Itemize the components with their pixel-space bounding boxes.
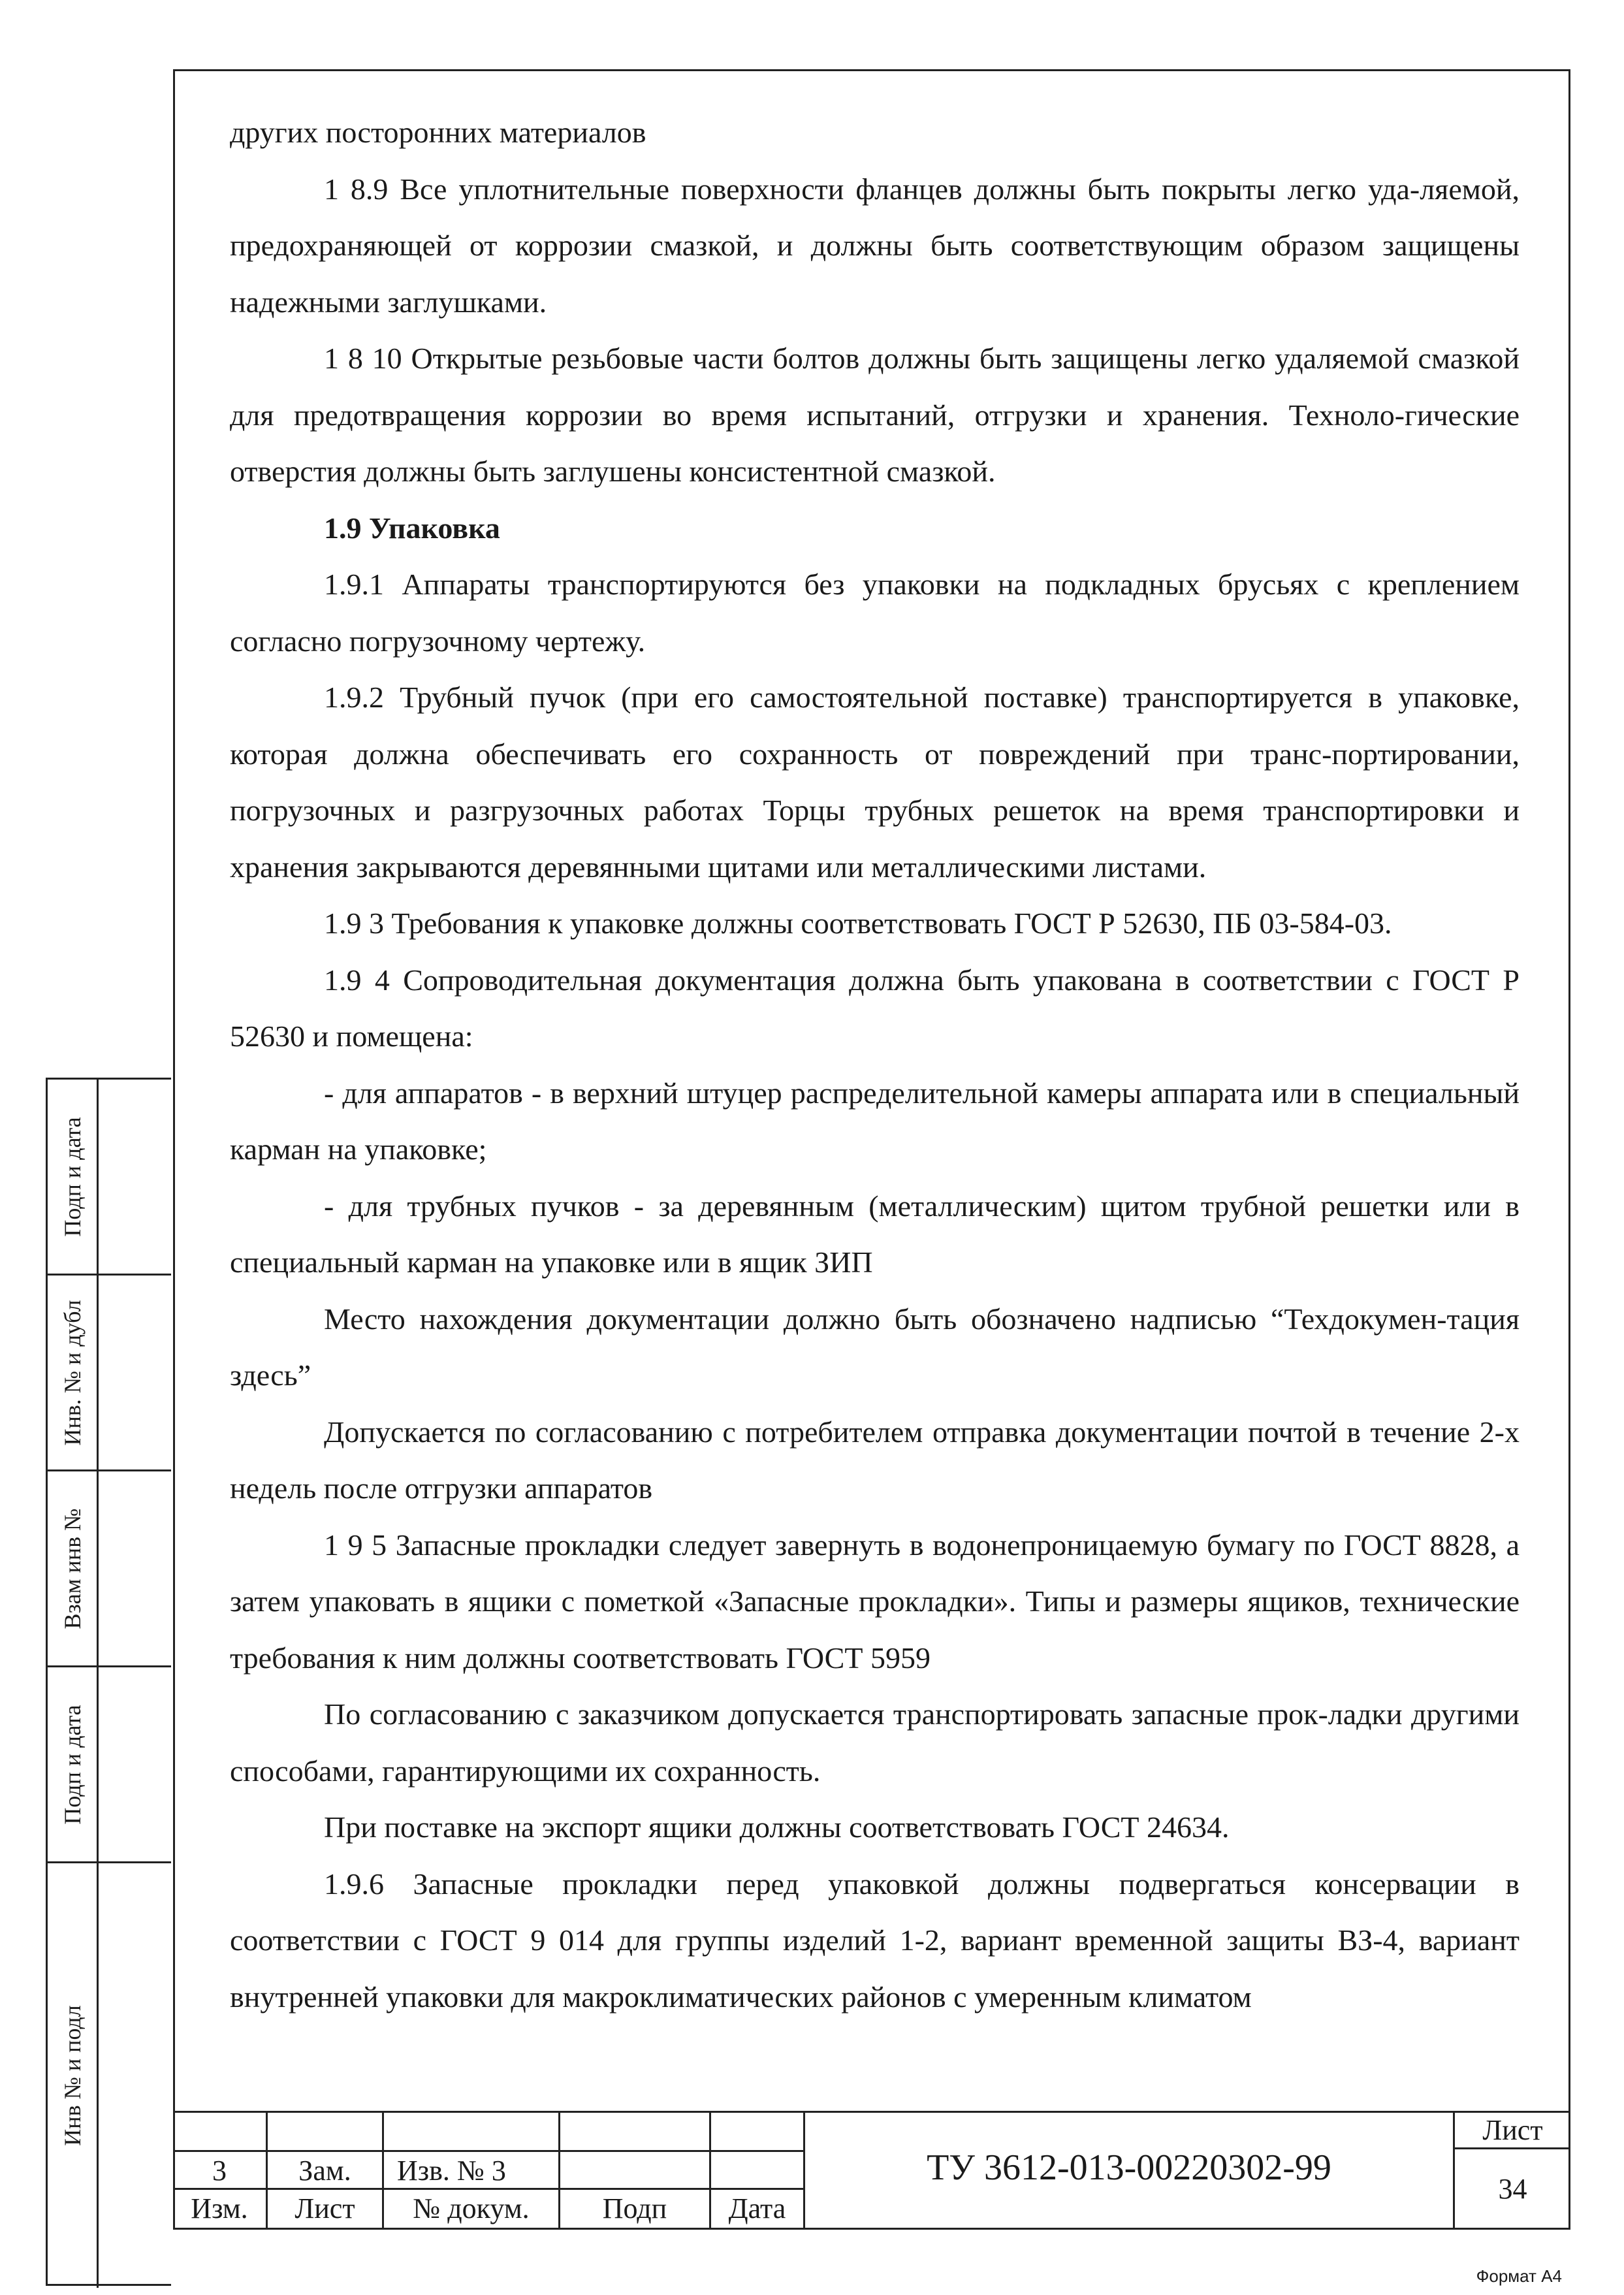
list-item: - для трубных пучков - за деревянным (металлическим) щитом трубной решетки или в специальный карман на упаковке или в ящик ЗИП: [230, 1189, 1520, 1279]
paragraph: 1.9 3 Требования к упаковке должны соответствовать ГОСТ Р 52630, ПБ 03-584-03.: [324, 907, 1392, 940]
paragraph: 1.9.6 Запасные прокладки перед упаковкой должны подвергаться консервации в соответствии с ГОСТ 9 014 для группы изделий 1-2, вариант временной защиты ВЗ-4, вариант внутренней упаковки для макроклиматических районов с умеренным климатом: [230, 1867, 1520, 2014]
paragraph: Допускается по согласованию с потребителем отправка документации почтой в течение 2-х недель после отгрузки аппаратов: [230, 1415, 1520, 1505]
header-list: Лист: [295, 2192, 355, 2224]
paragraph: 1.9.1 Аппараты транспортируются без упаковки на подкладных брусьях с креплением согласно погрузочному чертежу.: [230, 568, 1520, 658]
side-stamp-cell: [48, 1080, 171, 1276]
paragraph: По согласованию с заказчиком допускается транспортировать запасные прок-ладки другими способами, гарантирующими их сохранность.: [230, 1697, 1520, 1788]
side-stamp-label: Инв № и подл: [59, 2005, 86, 2146]
side-stamp-cell: [48, 1471, 171, 1667]
sheet-label: Лист: [1482, 2114, 1543, 2146]
document-body: [230, 104, 1520, 2025]
title-block: [173, 2111, 1570, 2230]
sheet-number: 34: [1498, 2173, 1527, 2205]
side-stamp-cell: [48, 1667, 171, 1863]
side-stamp-cell: [48, 1863, 171, 2288]
paragraph: других посторонних материалов: [230, 116, 646, 149]
revision-sheet: Зам.: [298, 2155, 351, 2187]
paragraph: 1 8 10 Открытые резьбовые части болтов должны быть защищены легко удаляемой смазкой для предотвращения коррозии во время испытаний, отгрузки и хранения. Техноло-гические отверстия должны быть заглушены консистентной смазкой.: [230, 342, 1520, 488]
paragraph: При поставке на экспорт ящики должны соответствовать ГОСТ 24634.: [324, 1810, 1230, 1844]
side-stamp-cell: [48, 1276, 171, 1471]
header-document: № докум.: [413, 2192, 530, 2224]
revision-document: Изв. № 3: [397, 2155, 506, 2187]
paragraph: 1.9 4 Сопроводительная документация должна быть упакована в соответствии с ГОСТ Р 52630 и помещена:: [230, 963, 1520, 1053]
paragraph: 1 9 5 Запасные прокладки следует завернуть в водонепроницаемую бумагу по ГОСТ 8828, а затем упаковать в ящики с пометкой «Запасные прокладки». Типы и размеры ящиков, технические требования к ним должны соответствовать ГОСТ 5959: [230, 1528, 1520, 1675]
paragraph: 1.9.2 Трубный пучок (при его самостоятельной поставке) транспортируется в упаковке, которая должна обеспечивать его сохранность от повреждений при транс-портировании, погрузочных и разгрузочных работах Торцы трубных решеток на время транспортировки и хранения закрываются деревянными щитами или металлическими листами.: [230, 681, 1520, 884]
document-designation: ТУ 3612-013-00220302-99: [927, 2147, 1331, 2188]
side-stamp-label: Подп и дата: [59, 1116, 86, 1237]
paragraph: 1 8.9 Все уплотнительные поверхности фланцев должны быть покрыты легко уда-ляемой, предохраняющей от коррозии смазкой, и должны быть соответствующим образом защищены надежными заглушками.: [230, 172, 1520, 319]
revision-number: 3: [212, 2155, 227, 2187]
paragraph: Место нахождения документации должно быть обозначено надписью “Техдокумен-тация здесь”: [230, 1302, 1520, 1392]
format-label: Формат А4: [1476, 2266, 1562, 2286]
section-heading: 1.9 Упаковка: [324, 511, 500, 545]
side-stamp-label: Инв. № и дубл: [59, 1299, 86, 1446]
side-stamp-label: Взам инв №: [59, 1508, 86, 1629]
header-izm: Изм.: [191, 2192, 248, 2224]
side-stamp-label: Подп и дата: [59, 1704, 86, 1825]
list-item: - для аппаратов - в верхний штуцер распределительной камеры аппарата или в специальный карман на упаковке;: [230, 1076, 1520, 1166]
header-date: Дата: [728, 2192, 786, 2224]
side-stamp: [46, 1078, 171, 2286]
header-signature: Подп: [602, 2192, 667, 2224]
